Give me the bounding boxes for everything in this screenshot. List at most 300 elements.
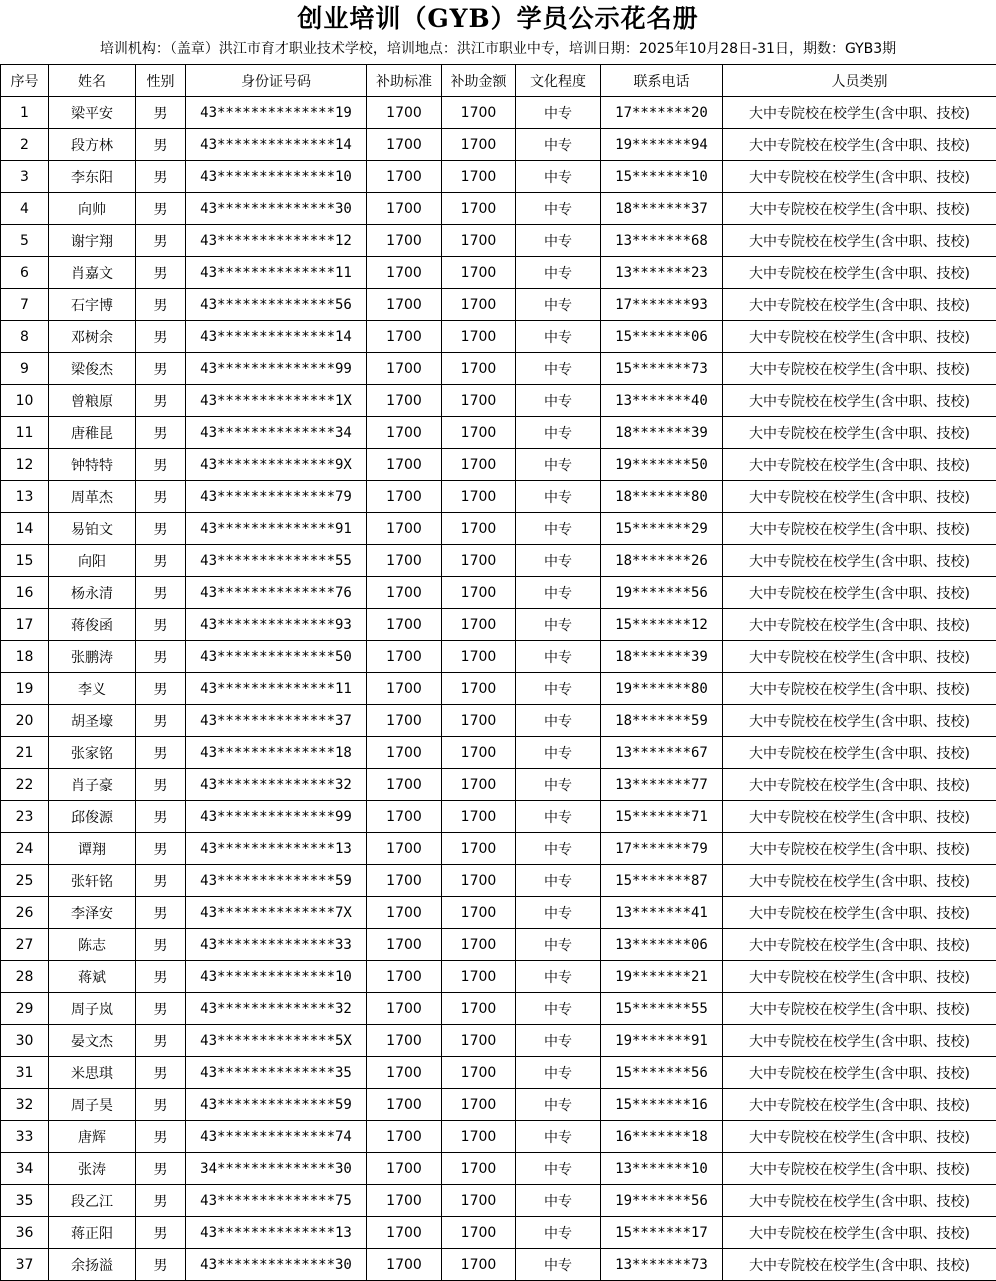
cell-id-number: 43**************10 xyxy=(186,961,367,993)
cell-subsidy-standard: 1700 xyxy=(367,801,442,833)
cell-subsidy-amount: 1700 xyxy=(442,129,516,161)
cell-education: 中专 xyxy=(516,513,601,545)
cell-education: 中专 xyxy=(516,897,601,929)
cell-name: 向阳 xyxy=(49,545,136,577)
cell-gender: 男 xyxy=(136,1025,186,1057)
cell-id-number: 43**************37 xyxy=(186,705,367,737)
cell-category: 大中专院校在校学生(含中职、技校) xyxy=(723,737,996,769)
cell-name: 肖子豪 xyxy=(49,769,136,801)
cell-gender: 男 xyxy=(136,225,186,257)
cell-education: 中专 xyxy=(516,289,601,321)
cell-gender: 男 xyxy=(136,481,186,513)
cell-phone: 18*******39 xyxy=(601,417,723,449)
cell-seq: 19 xyxy=(1,673,49,705)
cell-subsidy-amount: 1700 xyxy=(442,1089,516,1121)
cell-education: 中专 xyxy=(516,161,601,193)
cell-subsidy-standard: 1700 xyxy=(367,737,442,769)
cell-subsidy-amount: 1700 xyxy=(442,321,516,353)
cell-category: 大中专院校在校学生(含中职、技校) xyxy=(723,289,996,321)
cell-phone: 13*******41 xyxy=(601,897,723,929)
cell-category: 大中专院校在校学生(含中职、技校) xyxy=(723,353,996,385)
cell-subsidy-amount: 1700 xyxy=(442,1121,516,1153)
cell-subsidy-standard: 1700 xyxy=(367,865,442,897)
cell-education: 中专 xyxy=(516,385,601,417)
cell-seq: 23 xyxy=(1,801,49,833)
cell-subsidy-standard: 1700 xyxy=(367,449,442,481)
cell-subsidy-standard: 1700 xyxy=(367,1217,442,1249)
cell-gender: 男 xyxy=(136,961,186,993)
cell-name: 段乙江 xyxy=(49,1185,136,1217)
cell-name: 向帅 xyxy=(49,193,136,225)
table-row xyxy=(1,289,996,321)
cell-seq: 33 xyxy=(1,1121,49,1153)
cell-category: 大中专院校在校学生(含中职、技校) xyxy=(723,1249,996,1281)
cell-seq: 4 xyxy=(1,193,49,225)
cell-phone: 15*******17 xyxy=(601,1217,723,1249)
cell-category: 大中专院校在校学生(含中职、技校) xyxy=(723,609,996,641)
cell-subsidy-standard: 1700 xyxy=(367,1121,442,1153)
cell-seq: 14 xyxy=(1,513,49,545)
cell-subsidy-amount: 1700 xyxy=(442,97,516,129)
cell-subsidy-standard: 1700 xyxy=(367,673,442,705)
header-name: 姓名 xyxy=(49,65,136,97)
cell-id-number: 43**************10 xyxy=(186,161,367,193)
cell-gender: 男 xyxy=(136,129,186,161)
cell-id-number: 43**************74 xyxy=(186,1121,367,1153)
cell-id-number: 43**************99 xyxy=(186,353,367,385)
cell-id-number: 43**************19 xyxy=(186,97,367,129)
cell-name: 唐稚昆 xyxy=(49,417,136,449)
cell-category: 大中专院校在校学生(含中职、技校) xyxy=(723,513,996,545)
cell-id-number: 34**************30 xyxy=(186,1153,367,1185)
cell-subsidy-amount: 1700 xyxy=(442,545,516,577)
cell-subsidy-amount: 1700 xyxy=(442,481,516,513)
cell-subsidy-amount: 1700 xyxy=(442,353,516,385)
table-row xyxy=(1,1249,996,1281)
cell-gender: 男 xyxy=(136,545,186,577)
cell-subsidy-standard: 1700 xyxy=(367,481,442,513)
table-row xyxy=(1,129,996,161)
cell-subsidy-amount: 1700 xyxy=(442,865,516,897)
cell-subsidy-amount: 1700 xyxy=(442,641,516,673)
table-row xyxy=(1,449,996,481)
cell-name: 米思琪 xyxy=(49,1057,136,1089)
cell-education: 中专 xyxy=(516,193,601,225)
cell-subsidy-standard: 1700 xyxy=(367,1185,442,1217)
cell-category: 大中专院校在校学生(含中职、技校) xyxy=(723,97,996,129)
cell-id-number: 43**************30 xyxy=(186,193,367,225)
cell-education: 中专 xyxy=(516,1057,601,1089)
cell-category: 大中专院校在校学生(含中职、技校) xyxy=(723,673,996,705)
cell-category: 大中专院校在校学生(含中职、技校) xyxy=(723,929,996,961)
cell-phone: 16*******18 xyxy=(601,1121,723,1153)
cell-phone: 19*******80 xyxy=(601,673,723,705)
table-row xyxy=(1,1121,996,1153)
cell-phone: 13*******10 xyxy=(601,1153,723,1185)
table-row xyxy=(1,641,996,673)
cell-subsidy-amount: 1700 xyxy=(442,705,516,737)
cell-gender: 男 xyxy=(136,833,186,865)
cell-subsidy-standard: 1700 xyxy=(367,193,442,225)
table-row xyxy=(1,97,996,129)
cell-id-number: 43**************13 xyxy=(186,833,367,865)
cell-subsidy-standard: 1700 xyxy=(367,1025,442,1057)
table-row xyxy=(1,225,996,257)
cell-seq: 24 xyxy=(1,833,49,865)
cell-subsidy-amount: 1700 xyxy=(442,1185,516,1217)
table-row xyxy=(1,1025,996,1057)
cell-phone: 18*******59 xyxy=(601,705,723,737)
cell-subsidy-amount: 1700 xyxy=(442,1249,516,1281)
cell-education: 中专 xyxy=(516,353,601,385)
cell-subsidy-standard: 1700 xyxy=(367,417,442,449)
cell-category: 大中专院校在校学生(含中职、技校) xyxy=(723,481,996,513)
cell-subsidy-standard: 1700 xyxy=(367,577,442,609)
cell-subsidy-amount: 1700 xyxy=(442,993,516,1025)
cell-education: 中专 xyxy=(516,737,601,769)
table-row xyxy=(1,193,996,225)
cell-seq: 1 xyxy=(1,97,49,129)
cell-education: 中专 xyxy=(516,417,601,449)
cell-subsidy-standard: 1700 xyxy=(367,1249,442,1281)
cell-seq: 28 xyxy=(1,961,49,993)
cell-education: 中专 xyxy=(516,449,601,481)
cell-education: 中专 xyxy=(516,705,601,737)
cell-seq: 20 xyxy=(1,705,49,737)
cell-category: 大中专院校在校学生(含中职、技校) xyxy=(723,993,996,1025)
cell-education: 中专 xyxy=(516,481,601,513)
cell-id-number: 43**************99 xyxy=(186,801,367,833)
cell-seq: 26 xyxy=(1,897,49,929)
cell-category: 大中专院校在校学生(含中职、技校) xyxy=(723,449,996,481)
cell-gender: 男 xyxy=(136,705,186,737)
cell-phone: 15*******16 xyxy=(601,1089,723,1121)
table-row xyxy=(1,1057,996,1089)
cell-education: 中专 xyxy=(516,1121,601,1153)
cell-subsidy-amount: 1700 xyxy=(442,289,516,321)
cell-name: 周子岚 xyxy=(49,993,136,1025)
cell-category: 大中专院校在校学生(含中职、技校) xyxy=(723,321,996,353)
cell-subsidy-amount: 1700 xyxy=(442,897,516,929)
cell-category: 大中专院校在校学生(含中职、技校) xyxy=(723,1089,996,1121)
cell-education: 中专 xyxy=(516,865,601,897)
cell-id-number: 43**************59 xyxy=(186,865,367,897)
cell-subsidy-amount: 1700 xyxy=(442,193,516,225)
cell-category: 大中专院校在校学生(含中职、技校) xyxy=(723,1025,996,1057)
cell-education: 中专 xyxy=(516,257,601,289)
cell-seq: 35 xyxy=(1,1185,49,1217)
cell-category: 大中专院校在校学生(含中职、技校) xyxy=(723,385,996,417)
cell-subsidy-amount: 1700 xyxy=(442,417,516,449)
header-category: 人员类别 xyxy=(723,65,996,97)
cell-category: 大中专院校在校学生(含中职、技校) xyxy=(723,897,996,929)
cell-id-number: 43**************93 xyxy=(186,609,367,641)
cell-id-number: 43**************56 xyxy=(186,289,367,321)
cell-subsidy-standard: 1700 xyxy=(367,1057,442,1089)
cell-education: 中专 xyxy=(516,1025,601,1057)
cell-seq: 12 xyxy=(1,449,49,481)
table-row xyxy=(1,417,996,449)
cell-id-number: 43**************59 xyxy=(186,1089,367,1121)
cell-gender: 男 xyxy=(136,801,186,833)
cell-education: 中专 xyxy=(516,801,601,833)
cell-phone: 13*******40 xyxy=(601,385,723,417)
cell-name: 邱俊源 xyxy=(49,801,136,833)
cell-name: 石宇博 xyxy=(49,289,136,321)
cell-seq: 16 xyxy=(1,577,49,609)
cell-gender: 男 xyxy=(136,993,186,1025)
cell-education: 中专 xyxy=(516,993,601,1025)
table-row xyxy=(1,993,996,1025)
cell-subsidy-standard: 1700 xyxy=(367,897,442,929)
cell-id-number: 43**************91 xyxy=(186,513,367,545)
cell-subsidy-amount: 1700 xyxy=(442,1025,516,1057)
cell-gender: 男 xyxy=(136,1185,186,1217)
cell-name: 杨永清 xyxy=(49,577,136,609)
cell-id-number: 43**************34 xyxy=(186,417,367,449)
cell-subsidy-standard: 1700 xyxy=(367,385,442,417)
cell-gender: 男 xyxy=(136,1217,186,1249)
cell-subsidy-amount: 1700 xyxy=(442,1153,516,1185)
table-row xyxy=(1,1217,996,1249)
cell-phone: 13*******06 xyxy=(601,929,723,961)
cell-name: 李东阳 xyxy=(49,161,136,193)
cell-category: 大中专院校在校学生(含中职、技校) xyxy=(723,545,996,577)
cell-subsidy-standard: 1700 xyxy=(367,321,442,353)
cell-education: 中专 xyxy=(516,1153,601,1185)
cell-seq: 2 xyxy=(1,129,49,161)
cell-education: 中专 xyxy=(516,673,601,705)
cell-id-number: 43**************75 xyxy=(186,1185,367,1217)
cell-name: 张鹏涛 xyxy=(49,641,136,673)
cell-phone: 15*******10 xyxy=(601,161,723,193)
cell-subsidy-standard: 1700 xyxy=(367,225,442,257)
cell-phone: 19*******21 xyxy=(601,961,723,993)
cell-name: 钟特特 xyxy=(49,449,136,481)
cell-phone: 15*******29 xyxy=(601,513,723,545)
cell-category: 大中专院校在校学生(含中职、技校) xyxy=(723,257,996,289)
cell-education: 中专 xyxy=(516,929,601,961)
cell-name: 肖嘉文 xyxy=(49,257,136,289)
cell-seq: 34 xyxy=(1,1153,49,1185)
cell-seq: 11 xyxy=(1,417,49,449)
table-row xyxy=(1,545,996,577)
cell-education: 中专 xyxy=(516,641,601,673)
cell-seq: 25 xyxy=(1,865,49,897)
cell-gender: 男 xyxy=(136,161,186,193)
cell-category: 大中专院校在校学生(含中职、技校) xyxy=(723,705,996,737)
cell-gender: 男 xyxy=(136,577,186,609)
table-row xyxy=(1,801,996,833)
cell-subsidy-standard: 1700 xyxy=(367,97,442,129)
cell-education: 中专 xyxy=(516,321,601,353)
cell-gender: 男 xyxy=(136,609,186,641)
cell-name: 张轩铭 xyxy=(49,865,136,897)
cell-id-number: 43**************50 xyxy=(186,641,367,673)
cell-phone: 13*******23 xyxy=(601,257,723,289)
cell-name: 陈志 xyxy=(49,929,136,961)
cell-id-number: 43**************32 xyxy=(186,993,367,1025)
cell-seq: 8 xyxy=(1,321,49,353)
cell-seq: 6 xyxy=(1,257,49,289)
cell-subsidy-amount: 1700 xyxy=(442,1057,516,1089)
header-subsidy-amount: 补助金额 xyxy=(442,65,516,97)
table-row xyxy=(1,513,996,545)
cell-phone: 19*******50 xyxy=(601,449,723,481)
cell-name: 李泽安 xyxy=(49,897,136,929)
cell-education: 中专 xyxy=(516,97,601,129)
cell-subsidy-amount: 1700 xyxy=(442,833,516,865)
cell-gender: 男 xyxy=(136,897,186,929)
cell-id-number: 43**************35 xyxy=(186,1057,367,1089)
cell-subsidy-standard: 1700 xyxy=(367,769,442,801)
table-row xyxy=(1,1153,996,1185)
cell-name: 易铂文 xyxy=(49,513,136,545)
cell-name: 谭翔 xyxy=(49,833,136,865)
cell-gender: 男 xyxy=(136,257,186,289)
cell-seq: 37 xyxy=(1,1249,49,1281)
cell-phone: 18*******39 xyxy=(601,641,723,673)
cell-name: 邓树余 xyxy=(49,321,136,353)
cell-subsidy-amount: 1700 xyxy=(442,609,516,641)
cell-subsidy-amount: 1700 xyxy=(442,801,516,833)
header-subsidy-standard: 补助标准 xyxy=(367,65,442,97)
cell-gender: 男 xyxy=(136,193,186,225)
cell-subsidy-amount: 1700 xyxy=(442,929,516,961)
cell-id-number: 43**************9X xyxy=(186,449,367,481)
cell-phone: 15*******87 xyxy=(601,865,723,897)
cell-phone: 13*******68 xyxy=(601,225,723,257)
cell-seq: 31 xyxy=(1,1057,49,1089)
cell-name: 余扬溢 xyxy=(49,1249,136,1281)
header-gender: 性别 xyxy=(136,65,186,97)
cell-subsidy-amount: 1700 xyxy=(442,737,516,769)
cell-subsidy-amount: 1700 xyxy=(442,257,516,289)
cell-phone: 15*******56 xyxy=(601,1057,723,1089)
cell-seq: 27 xyxy=(1,929,49,961)
table-header-row xyxy=(1,65,996,97)
cell-seq: 17 xyxy=(1,609,49,641)
cell-subsidy-amount: 1700 xyxy=(442,161,516,193)
cell-category: 大中专院校在校学生(含中职、技校) xyxy=(723,801,996,833)
cell-category: 大中专院校在校学生(含中职、技校) xyxy=(723,1153,996,1185)
cell-category: 大中专院校在校学生(含中职、技校) xyxy=(723,129,996,161)
cell-subsidy-standard: 1700 xyxy=(367,833,442,865)
cell-seq: 22 xyxy=(1,769,49,801)
cell-seq: 21 xyxy=(1,737,49,769)
training-info-line: 培训机构：（盖章）洪江市育才职业技术学校，培训地点：洪江市职业中专，培训日期：2025年10月28日-31日，期数：GYB3期 xyxy=(99,41,897,57)
table-row xyxy=(1,385,996,417)
cell-seq: 32 xyxy=(1,1089,49,1121)
cell-gender: 男 xyxy=(136,321,186,353)
cell-education: 中专 xyxy=(516,545,601,577)
table-row xyxy=(1,1185,996,1217)
cell-name: 谢宇翔 xyxy=(49,225,136,257)
cell-subsidy-amount: 1700 xyxy=(442,1217,516,1249)
cell-gender: 男 xyxy=(136,673,186,705)
cell-subsidy-standard: 1700 xyxy=(367,1089,442,1121)
cell-id-number: 43**************18 xyxy=(186,737,367,769)
cell-name: 周革杰 xyxy=(49,481,136,513)
cell-subsidy-amount: 1700 xyxy=(442,225,516,257)
cell-education: 中专 xyxy=(516,129,601,161)
table-row xyxy=(1,769,996,801)
cell-subsidy-standard: 1700 xyxy=(367,545,442,577)
cell-phone: 13*******67 xyxy=(601,737,723,769)
cell-gender: 男 xyxy=(136,513,186,545)
cell-phone: 13*******77 xyxy=(601,769,723,801)
table-row xyxy=(1,577,996,609)
cell-gender: 男 xyxy=(136,289,186,321)
table-row xyxy=(1,673,996,705)
cell-category: 大中专院校在校学生(含中职、技校) xyxy=(723,833,996,865)
cell-education: 中专 xyxy=(516,225,601,257)
table-row xyxy=(1,1089,996,1121)
cell-seq: 7 xyxy=(1,289,49,321)
cell-name: 胡圣壕 xyxy=(49,705,136,737)
cell-gender: 男 xyxy=(136,1153,186,1185)
cell-gender: 男 xyxy=(136,737,186,769)
cell-seq: 15 xyxy=(1,545,49,577)
cell-id-number: 43**************13 xyxy=(186,1217,367,1249)
cell-id-number: 43**************79 xyxy=(186,481,367,513)
cell-subsidy-standard: 1700 xyxy=(367,1153,442,1185)
cell-seq: 9 xyxy=(1,353,49,385)
cell-gender: 男 xyxy=(136,1057,186,1089)
cell-phone: 15*******55 xyxy=(601,993,723,1025)
cell-phone: 17*******93 xyxy=(601,289,723,321)
header-phone: 联系电话 xyxy=(601,65,723,97)
cell-gender: 男 xyxy=(136,417,186,449)
cell-id-number: 43**************14 xyxy=(186,129,367,161)
cell-seq: 29 xyxy=(1,993,49,1025)
cell-id-number: 43**************12 xyxy=(186,225,367,257)
cell-education: 中专 xyxy=(516,1185,601,1217)
cell-phone: 17*******20 xyxy=(601,97,723,129)
cell-education: 中专 xyxy=(516,1217,601,1249)
cell-gender: 男 xyxy=(136,1121,186,1153)
cell-education: 中专 xyxy=(516,1249,601,1281)
cell-seq: 36 xyxy=(1,1217,49,1249)
cell-phone: 19*******91 xyxy=(601,1025,723,1057)
cell-id-number: 43**************76 xyxy=(186,577,367,609)
cell-phone: 17*******79 xyxy=(601,833,723,865)
cell-category: 大中专院校在校学生(含中职、技校) xyxy=(723,161,996,193)
header-education: 文化程度 xyxy=(516,65,601,97)
cell-education: 中专 xyxy=(516,833,601,865)
header-id-number: 身份证号码 xyxy=(186,65,367,97)
cell-category: 大中专院校在校学生(含中职、技校) xyxy=(723,225,996,257)
cell-subsidy-standard: 1700 xyxy=(367,353,442,385)
cell-subsidy-standard: 1700 xyxy=(367,129,442,161)
cell-category: 大中专院校在校学生(含中职、技校) xyxy=(723,1057,996,1089)
cell-gender: 男 xyxy=(136,929,186,961)
cell-name: 蒋斌 xyxy=(49,961,136,993)
cell-name: 曾粮原 xyxy=(49,385,136,417)
cell-phone: 15*******06 xyxy=(601,321,723,353)
table-row xyxy=(1,705,996,737)
cell-category: 大中专院校在校学生(含中职、技校) xyxy=(723,577,996,609)
cell-subsidy-amount: 1700 xyxy=(442,769,516,801)
cell-category: 大中专院校在校学生(含中职、技校) xyxy=(723,641,996,673)
cell-gender: 男 xyxy=(136,385,186,417)
cell-name: 蒋正阳 xyxy=(49,1217,136,1249)
table-row xyxy=(1,833,996,865)
cell-gender: 男 xyxy=(136,641,186,673)
cell-phone: 13*******73 xyxy=(601,1249,723,1281)
table-body xyxy=(1,97,996,1281)
cell-gender: 男 xyxy=(136,769,186,801)
